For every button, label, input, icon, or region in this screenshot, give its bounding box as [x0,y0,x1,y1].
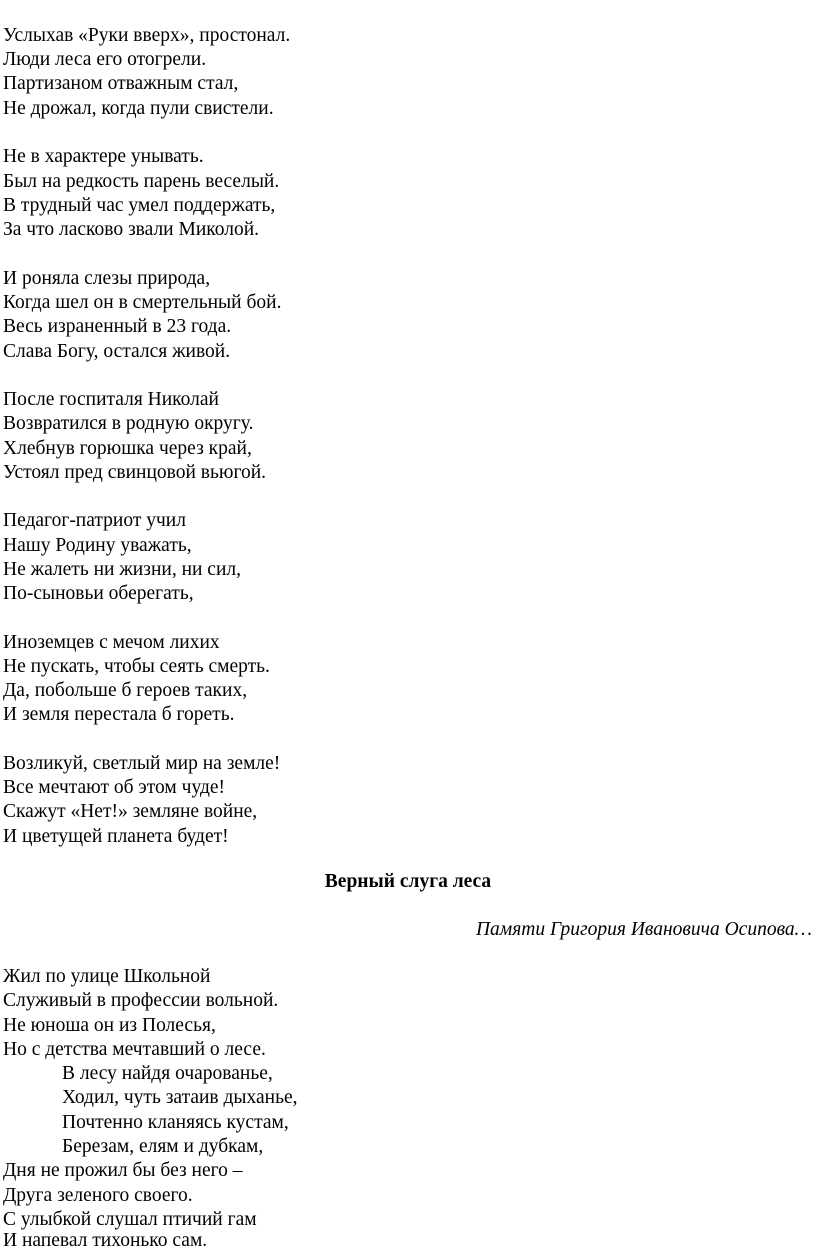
poem-line: И цветущей планета будет! [3,826,229,847]
poem-line: Слава Богу, остался живой. [3,341,231,362]
poem-line: Дня не прожил бы без него – [3,1160,243,1181]
poem-line: И земля перестала б гореть. [3,704,235,725]
poem-line: Не жалеть ни жизни, ни сил, [3,559,242,580]
poem-line: Когда шел он в смертельный бой. [3,292,282,313]
poem-line: Партизаном отважным стал, [3,73,239,94]
poem-line: По-сыновьи оберегать, [3,583,194,604]
poem-line: Все мечтают об этом чуде! [3,777,226,798]
poem-line: Иноземцев с мечом лихих [3,632,220,653]
poem-line-indented: Почтенно кланяясь кустам, [62,1112,289,1133]
poem-line-indented: В лесу найдя очарованье, [62,1063,273,1084]
poem-line: Да, побольше б героев таких, [3,680,248,701]
poem-line: Был на редкость парень веселый. [3,171,280,192]
poem-line: Не в характере унывать. [3,146,204,167]
poem-line: Хлебнув горюшка через край, [3,438,252,459]
poem-title: Верный слуга леса [324,871,492,892]
poem-line: После госпиталя Николай [3,389,219,410]
poem-line: Не пускать, чтобы сеять смерть. [3,656,270,677]
poem-line: Но с детства мечтавший о лесе. [3,1039,266,1060]
poem-line: Возвратился в родную округу. [3,413,254,434]
poem-line: Не юноша он из Полесья, [3,1015,216,1036]
poem-line-indented: Березам, елям и дубкам, [62,1136,264,1157]
poem-line: Жил по улице Школьной [3,966,211,987]
poem-line: Друга зеленого своего. [3,1185,193,1206]
poem-line: Устоял пред свинцовой вьюгой. [3,462,267,483]
poem-line: Педагог-патриот учил [3,510,186,531]
poem-line: Возликуй, светлый мир на земле! [3,753,281,774]
poem-line: Не дрожал, когда пули свистели. [3,98,274,119]
poem-line: Услыхав «Руки вверх», простонал. [3,25,291,46]
poem-line: В трудный час умел поддержать, [3,195,276,216]
poem-line: Служивый в профессии вольной. [3,990,279,1011]
poem-line: И роняла слезы природа, [3,268,211,289]
poem-line: Весь израненный в 23 года. [3,316,232,337]
poem-line: И напевал тихонько сам. [3,1230,208,1251]
poem-line-indented: Ходил, чуть затаив дыханье, [62,1087,298,1108]
poem-line: Люди леса его отогрели. [3,49,207,70]
poem-line: С улыбкой слушал птичий гам [3,1209,257,1230]
poem-line: Нашу Родину уважать, [3,535,192,556]
poem-dedication: Памяти Григория Ивановича Осипова… [475,919,812,940]
poem-line: Скажут «Нет!» земляне войне, [3,801,258,822]
poem-line: За что ласково звали Миколой. [3,219,260,240]
